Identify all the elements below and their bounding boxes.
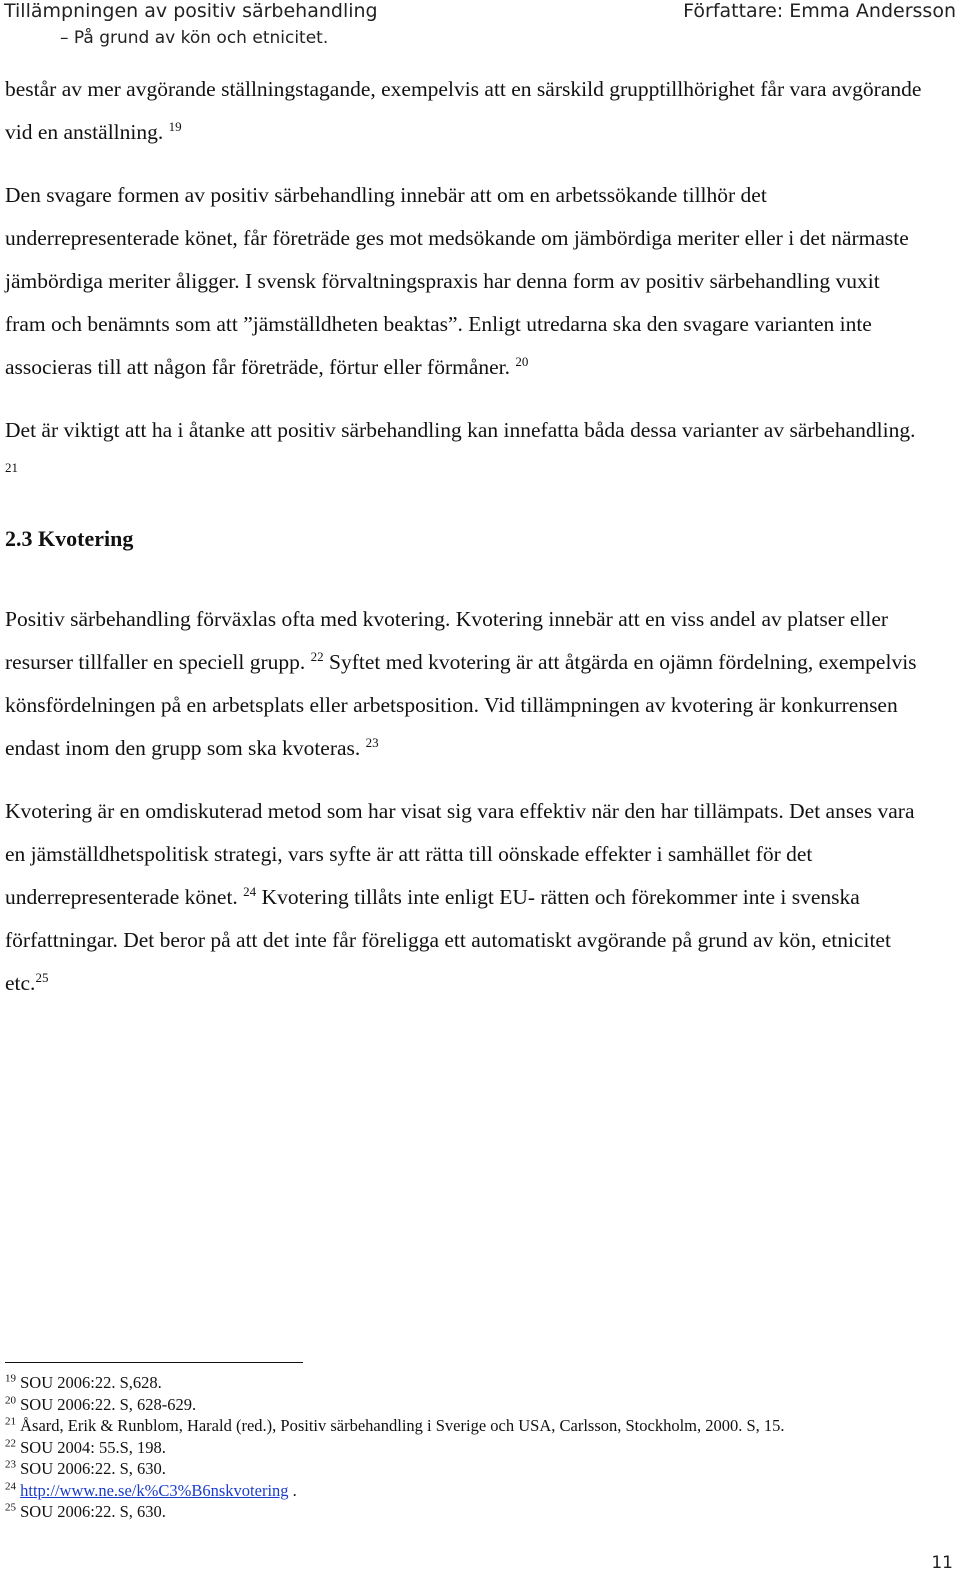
paragraph-text: Positiv särbehandling förväxlas ofta med kvotering. Kvotering innebär att en viss andel av platser eller resurser tillfaller en speciell grupp. — [5, 607, 889, 674]
paragraph-text: Syftet med kvotering är att åtgärda en ojämn fördelning, exempelvis könsfördelningen på en arbetsplats eller arbetsposition. Vid tillämpningen av kvotering är konkurrensen endast inom den grupp som ska kvoteras. — [5, 650, 917, 760]
footnote-link[interactable]: http://www.ne.se/k%C3%B6nskvotering — [20, 1480, 289, 1500]
paragraph-quota-definition — [5, 598, 925, 770]
paragraph-text: Det är viktigt att ha i åtanke att positiv särbehandling kan innefatta båda dessa varianter av särbehandling. — [5, 418, 916, 442]
footnote-number: 25 — [5, 1501, 16, 1514]
section-heading: 2.3 Kvotering — [5, 526, 134, 551]
header-author: Författare: Emma Andersson — [683, 0, 956, 22]
footnote-ref[interactable]: 19 — [168, 118, 182, 134]
footnote-number: 19 — [5, 1372, 16, 1385]
footnote-number: 21 — [5, 1415, 16, 1428]
document-body — [5, 68, 925, 1025]
paragraph-weak-form — [5, 174, 925, 389]
footnote-text: SOU 2004: 55.S, 198. — [20, 1437, 166, 1457]
paragraph-text: består av mer avgörande ställningstagande, exempelvis att en särskild grupptillhörighet får vara avgörande vid en anställning. — [5, 77, 922, 144]
footnote-item — [5, 1372, 925, 1394]
page-header — [0, 0, 960, 52]
footnote-text: SOU 2006:22. S, 628-629. — [20, 1394, 197, 1414]
footnote-item — [5, 1394, 925, 1416]
footnote-item — [5, 1458, 925, 1480]
paragraph-both-variants — [5, 409, 925, 495]
header-title: Tillämpningen av positiv särbehandling — [4, 0, 378, 22]
footnote-text: SOU 2006:22. S,628. — [20, 1373, 162, 1392]
footnote-text: SOU 2006:22. S, 630. — [20, 1459, 166, 1478]
footnotes — [5, 1372, 925, 1523]
header-subtitle: – På grund av kön och etnicitet. — [60, 28, 329, 48]
footnote-ref[interactable]: 21 — [5, 459, 18, 475]
footnote-ref[interactable]: 24 — [243, 883, 257, 899]
footnote-item — [5, 1415, 925, 1437]
footnote-number: 20 — [5, 1394, 16, 1406]
paragraph-text: Den svagare formen av positiv särbehandling innebär att om en arbetssökande tillhör det underrepresenterade könet, får företräde ges mot medsökande om jämbördiga meriter eller i det närmaste jämbördiga meriter åligger. I svensk förvaltningspraxis har denna form av positiv särbehandling vuxit fram och benämnts som att ”jämställdheten beaktas”. Enligt utredarna ska den svagare varianten inte associeras till att någon får företräde, förtur eller förmåner. — [5, 183, 909, 379]
paragraph-text: Kvotering tillåts inte enligt EU- rätten och förekommer inte i svenska författningar. Det beror på att det inte får föreligga ett automatiskt avgörande på grund av kön, etnicitet etc. — [5, 885, 891, 995]
paragraph-continued — [5, 68, 925, 154]
footnote-number: 24 — [5, 1480, 16, 1492]
footnote-text: Åsard, Erik & Runblom, Harald (red.), Positiv särbehandling i Sverige och USA, Carlsson, Stockholm, 2000. S, 15. — [20, 1416, 785, 1435]
footnote-item — [5, 1480, 925, 1502]
footnote-ref[interactable]: 25 — [35, 969, 49, 985]
paragraph-text: Kvotering är en omdiskuterad metod som har visat sig vara effektiv när den har tillämpats. Det anses vara en jämställdhetspolitisk strategi, vars syfte är att rätta till oönskade effekter i samhället för det underrepresenterade könet. — [5, 799, 915, 909]
footnote-ref[interactable]: 20 — [515, 353, 529, 369]
footnote-text: SOU 2006:22. S, 630. — [20, 1502, 166, 1521]
footnote-ref[interactable]: 22 — [310, 648, 324, 664]
footnote-number: 23 — [5, 1458, 16, 1471]
footnote-item — [5, 1437, 925, 1459]
page-number: 11 — [931, 1553, 953, 1573]
paragraph-quota-debate — [5, 790, 925, 1005]
footnote-ref[interactable]: 23 — [365, 734, 379, 750]
footnote-suffix: . — [288, 1480, 297, 1500]
footnote-separator — [5, 1362, 303, 1363]
footnote-number: 22 — [5, 1437, 16, 1449]
footnote-item — [5, 1501, 925, 1523]
